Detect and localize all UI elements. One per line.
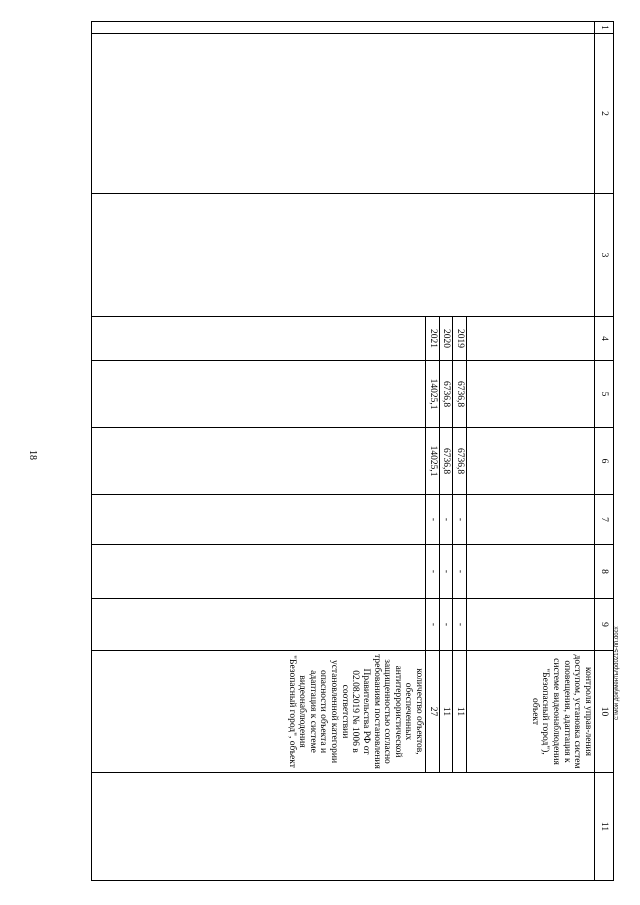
cell-value: 11 (453, 651, 467, 773)
cell-value: - (453, 599, 467, 651)
page-number: 18 (27, 450, 38, 460)
cell-value: 6736,8 (439, 428, 453, 495)
cell-col6-bottom (92, 428, 426, 495)
col-header-9: 9 (595, 599, 614, 651)
rotated-table-wrapper (91, 21, 614, 880)
cell-value: - (426, 599, 440, 651)
footer-file-path: c:\мои документы\pd0215-пп.docx (614, 626, 620, 720)
cell-col7-top (467, 495, 595, 545)
cell-value: - (426, 545, 440, 599)
cell-value: 14025,1 (426, 361, 440, 428)
cell-col7-bottom (92, 495, 426, 545)
cell-col8-bottom (92, 545, 426, 599)
cell-col9-top (467, 599, 595, 651)
col-header-6: 6 (595, 428, 614, 495)
cell-col4-bottom (92, 317, 426, 361)
col-header-7: 7 (595, 495, 614, 545)
cell-col2 (92, 34, 595, 194)
col-header-11: 11 (595, 773, 614, 881)
cell-col11 (92, 773, 595, 881)
col-header-4: 4 (595, 317, 614, 361)
cell-value: 6736,8 (453, 361, 467, 428)
col-header-3: 3 (595, 194, 614, 317)
header-row (595, 22, 614, 881)
cell-year: 2019 (453, 317, 467, 361)
cell-value: - (453, 495, 467, 545)
cell-value: 27 (426, 651, 440, 773)
table-row-description (467, 22, 595, 881)
col-header-1: 1 (595, 22, 614, 34)
cell-value: - (439, 599, 453, 651)
cell-col5-top (467, 361, 595, 428)
table-rotator (91, 21, 614, 880)
cell-year: 2020 (439, 317, 453, 361)
cell-col10-indicator: количество объектов, обеспеченных антитеррористической защищенностью согласно требованиям постановления Правительства РФ от 02.08.2019 № 1006 в соответствии установленной категории опасности объекта и адаптация к системе видеонаблюдения "Безопасный город", объект (92, 651, 426, 773)
cell-value: - (426, 495, 440, 545)
cell-value: 14025,1 (426, 428, 440, 495)
col-header-8: 8 (595, 545, 614, 599)
col-header-10: 10 (595, 651, 614, 773)
cell-col9-bottom (92, 599, 426, 651)
cell-col8-top (467, 545, 595, 599)
cell-col4-top (467, 317, 595, 361)
col-header-2: 2 (595, 34, 614, 194)
cell-value: 6736,8 (439, 361, 453, 428)
cell-value: 6736,8 (453, 428, 467, 495)
data-table (91, 21, 614, 881)
cell-value: - (439, 495, 453, 545)
cell-col6-top (467, 428, 595, 495)
cell-col5-bottom (92, 361, 426, 428)
cell-year: 2021 (426, 317, 440, 361)
cell-value: - (453, 545, 467, 599)
cell-col10-description: контроля управ-ления доступом, установка систем оповещения, адаптация к системе видеонаблюдения "Безопасный город"), объект (467, 651, 595, 773)
cell-value: - (439, 545, 453, 599)
cell-value: 11 (439, 651, 453, 773)
cell-col3 (92, 194, 595, 317)
cell-col1 (92, 22, 595, 34)
col-header-5: 5 (595, 361, 614, 428)
